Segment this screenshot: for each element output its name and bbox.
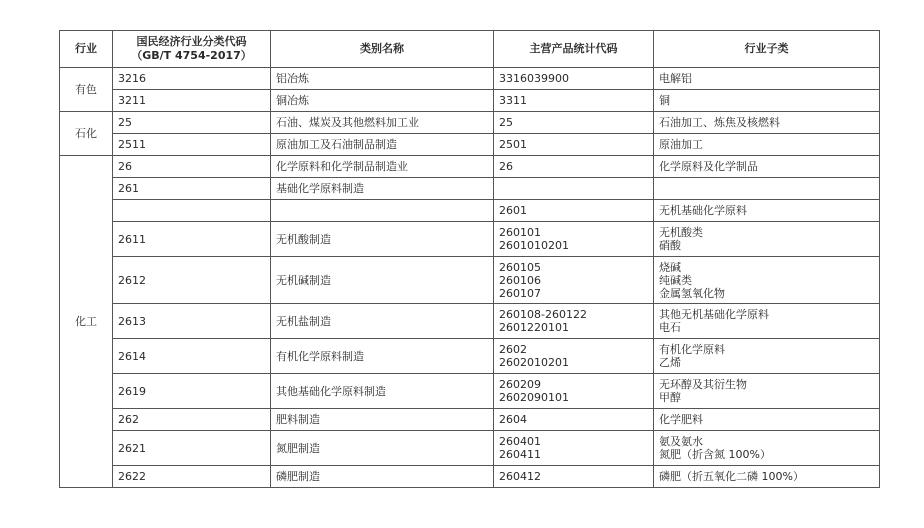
industry-cell: 化工: [60, 156, 113, 488]
industry-code-cell: 262: [113, 409, 271, 431]
table-row: [60, 374, 880, 409]
subcategory-cell: [654, 178, 880, 200]
table-row: [60, 304, 880, 339]
subcategory-line: 其他无机基础化学原料: [659, 308, 769, 321]
subcategory-line: 化学原料及化学制品: [659, 160, 758, 173]
product-code-cell: [494, 178, 654, 200]
product-code-line: 2602010201: [499, 356, 569, 369]
subcategory-line: 氮肥（折含氮 100%）: [659, 448, 771, 461]
subcategory-cell: [654, 466, 880, 488]
category-name-cell: 无机酸制造: [271, 222, 494, 257]
industry-code-cell: [113, 200, 271, 222]
table-row: [60, 112, 880, 134]
product-code-line: 260101: [499, 226, 541, 239]
header-industry-code: [113, 31, 271, 68]
subcategory-cell: [654, 112, 880, 134]
category-name-cell: 无机盐制造: [271, 304, 494, 339]
subcategory-line: 无环醇及其衍生物: [659, 378, 747, 391]
subcategory-line: 氨及氨水: [659, 435, 703, 448]
product-code-cell: [494, 200, 654, 222]
category-name-cell: 无机碱制造: [271, 257, 494, 304]
category-name-cell: 化学原料和化学制品制造业: [271, 156, 494, 178]
table-row: [60, 222, 880, 257]
subcategory-line: 无机酸类: [659, 226, 703, 239]
product-code-cell: [494, 68, 654, 90]
subcategory-line: 电解铝: [659, 72, 692, 85]
industry-code-cell: 26: [113, 156, 271, 178]
subcategory-line: 纯碱类: [659, 273, 692, 287]
product-code-line: 260108-260122: [499, 308, 587, 321]
product-code-line: 25: [499, 116, 513, 129]
subcategory-cell: [654, 156, 880, 178]
industry-code-cell: 3211: [113, 90, 271, 112]
subcategory-line: 金属氢氧化物: [659, 286, 725, 300]
industry-cell: 有色: [60, 68, 113, 112]
table-row: [60, 156, 880, 178]
product-code-line: 260107: [499, 286, 541, 300]
industry-code-cell: 25: [113, 112, 271, 134]
product-code-line: 2601: [499, 204, 527, 217]
subcategory-cell: [654, 134, 880, 156]
product-code-cell: [494, 409, 654, 431]
industry-code-cell: 2619: [113, 374, 271, 409]
table-header-row: [60, 31, 880, 68]
product-code-cell: [494, 156, 654, 178]
subcategory-cell: [654, 304, 880, 339]
product-code-line: 2602090101: [499, 391, 569, 404]
category-name-cell: [271, 200, 494, 222]
product-code-cell: [494, 90, 654, 112]
table-row: [60, 200, 880, 222]
category-name-cell: 磷肥制造: [271, 466, 494, 488]
subcategory-line: 电石: [659, 321, 681, 334]
header-category-name: 类别名称: [271, 31, 494, 68]
industry-code-cell: 2614: [113, 339, 271, 374]
product-code-cell: [494, 304, 654, 339]
header-product-code: 主营产品统计代码: [494, 31, 654, 68]
product-code-cell: [494, 112, 654, 134]
subcategory-cell: [654, 257, 880, 304]
category-name-cell: 原油加工及石油制品制造: [271, 134, 494, 156]
subcategory-line: 硝酸: [659, 239, 681, 252]
product-code-line: 260411: [499, 448, 541, 461]
category-name-cell: 肥料制造: [271, 409, 494, 431]
header-subcategory: 行业子类: [654, 31, 880, 68]
subcategory-cell: [654, 431, 880, 466]
category-name-cell: 石油、煤炭及其他燃料加工业: [271, 112, 494, 134]
subcategory-cell: [654, 339, 880, 374]
category-name-cell: 基础化学原料制造: [271, 178, 494, 200]
subcategory-line: 铜: [659, 94, 670, 107]
industry-code-cell: 2611: [113, 222, 271, 257]
category-name-cell: 铜冶炼: [271, 90, 494, 112]
product-code-line: 2601220101: [499, 321, 569, 334]
category-name-cell: 其他基础化学原料制造: [271, 374, 494, 409]
industry-code-cell: 2621: [113, 431, 271, 466]
table-row: [60, 257, 880, 304]
product-code-line: 2602: [499, 343, 527, 356]
subcategory-line: 石油加工、炼焦及核燃料: [659, 116, 780, 129]
table-row: [60, 339, 880, 374]
industry-classification-table: [59, 30, 880, 488]
header-industry: 行业: [60, 31, 113, 68]
product-code-line: 3316039900: [499, 72, 569, 85]
subcategory-cell: [654, 374, 880, 409]
subcategory-line: 磷肥（折五氧化二磷 100%）: [659, 470, 804, 483]
category-name-cell: 铝冶炼: [271, 68, 494, 90]
industry-code-cell: 2612: [113, 257, 271, 304]
industry-code-cell: 261: [113, 178, 271, 200]
product-code-line: 26: [499, 160, 513, 173]
product-code-line: 2501: [499, 138, 527, 151]
product-code-line: 260412: [499, 470, 541, 483]
table-row: [60, 134, 880, 156]
product-code-cell: [494, 431, 654, 466]
header-code-line1: 国民经济行业分类代码: [136, 35, 247, 48]
category-name-cell: 氮肥制造: [271, 431, 494, 466]
product-code-cell: [494, 466, 654, 488]
table-row: [60, 466, 880, 488]
industry-code-cell: 2511: [113, 134, 271, 156]
header-code-line2: （GB/T 4754-2017）: [131, 49, 252, 62]
subcategory-line: 无机基础化学原料: [659, 204, 747, 217]
product-code-cell: [494, 257, 654, 304]
product-code-cell: [494, 339, 654, 374]
table-body: [60, 68, 880, 488]
subcategory-cell: [654, 222, 880, 257]
industry-code-cell: 3216: [113, 68, 271, 90]
table-row: [60, 178, 880, 200]
subcategory-line: 原油加工: [659, 138, 703, 151]
subcategory-cell: [654, 68, 880, 90]
table-row: [60, 68, 880, 90]
product-code-line: 2604: [499, 413, 527, 426]
product-code-line: 260209: [499, 378, 541, 391]
subcategory-line: 乙烯: [659, 356, 681, 369]
industry-code-cell: 2613: [113, 304, 271, 339]
subcategory-cell: [654, 200, 880, 222]
product-code-line: 260105: [499, 260, 541, 274]
product-code-line: 2601010201: [499, 239, 569, 252]
product-code-line: 3311: [499, 94, 527, 107]
subcategory-line: 有机化学原料: [659, 343, 725, 356]
industry-cell: 石化: [60, 112, 113, 156]
product-code-cell: [494, 222, 654, 257]
product-code-cell: [494, 134, 654, 156]
subcategory-line: 化学肥料: [659, 413, 703, 426]
table-row: [60, 409, 880, 431]
table-row: [60, 90, 880, 112]
industry-code-cell: 2622: [113, 466, 271, 488]
subcategory-cell: [654, 409, 880, 431]
table-row: [60, 431, 880, 466]
subcategory-line: 甲醇: [659, 391, 681, 404]
category-name-cell: 有机化学原料制造: [271, 339, 494, 374]
product-code-line: 260401: [499, 435, 541, 448]
product-code-line: 260106: [499, 273, 541, 287]
subcategory-line: 烧碱: [659, 260, 681, 274]
product-code-cell: [494, 374, 654, 409]
subcategory-cell: [654, 90, 880, 112]
